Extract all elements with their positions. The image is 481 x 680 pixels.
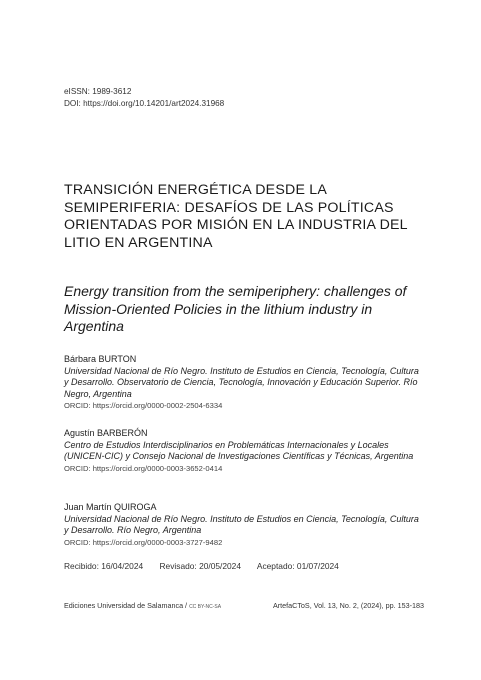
author-orcid-link[interactable]: ORCID: https://orcid.org/0000-0003-3727-9482 [64,537,223,547]
author-name: Agustín BARBERÓN [64,428,148,438]
author-name: Juan Martín QUIROGA [64,502,157,512]
publisher-info [64,601,221,610]
identifiers [64,86,224,110]
date-received: Recibido: 16/04/2024 [64,561,144,571]
journal-citation: ArtefaCToS, Vol. 13, No. 2, (2024), pp. 153-183 [272,601,424,610]
date-accepted: Aceptado: 01/07/2024 [256,561,339,571]
author-affiliation: Universidad Nacional de Río Negro. Instituto de Estudios en Ciencia, Tecnología, Cultura y Desarrollo. Observatorio de Ciencia, Tecnología, Innovación y Educación Superior. Río Negro, Argentina [64,365,419,399]
author-orcid-link[interactable]: ORCID: https://orcid.org/0000-0002-2504-6334 [64,401,223,411]
publisher-name: Ediciones Universidad de Salamanca / [64,601,190,610]
page-footer [64,601,424,610]
author-affiliation: Centro de Estudios Interdisciplinarios en Problemáticas Internacionales y Locales (UNICEN-CIC) y Consejo Nacional de Investigaciones Científicas y Técnicas, Argentina [64,439,414,462]
submission-dates [64,561,424,571]
author-name: Bárbara BURTON [64,354,137,364]
eissn: eISSN: 1989-3612 [64,87,132,96]
doi-link[interactable]: DOI: https://doi.org/10.14201/art2024.31968 [64,99,225,108]
title-english: Energy transition from the semiperiphery: challenges of Mission-Oriented Policies in the lithium industry in Argentina [64,283,407,334]
author-orcid-link[interactable]: ORCID: https://orcid.org/0000-0003-3652-0414 [64,463,223,473]
license-label: CC BY-NC-SA [189,604,222,610]
author-block [64,502,424,548]
author-block [64,354,424,412]
date-revised: Revisado: 20/05/2024 [159,561,241,571]
author-block [64,428,424,474]
title-spanish: TRANSICIÓN ENERGÉTICA DESDE LA SEMIPERIFERIA: DESAFÍOS DE LAS POLÍTICAS ORIENTADAS POR MISIÓN EN LA INDUSTRIA DEL LITIO EN ARGENTINA [64,182,408,251]
author-affiliation: Universidad Nacional de Río Negro. Instituto de Estudios en Ciencia, Tecnología, Cultura y Desarrollo. Río Negro, Argentina [64,513,419,536]
